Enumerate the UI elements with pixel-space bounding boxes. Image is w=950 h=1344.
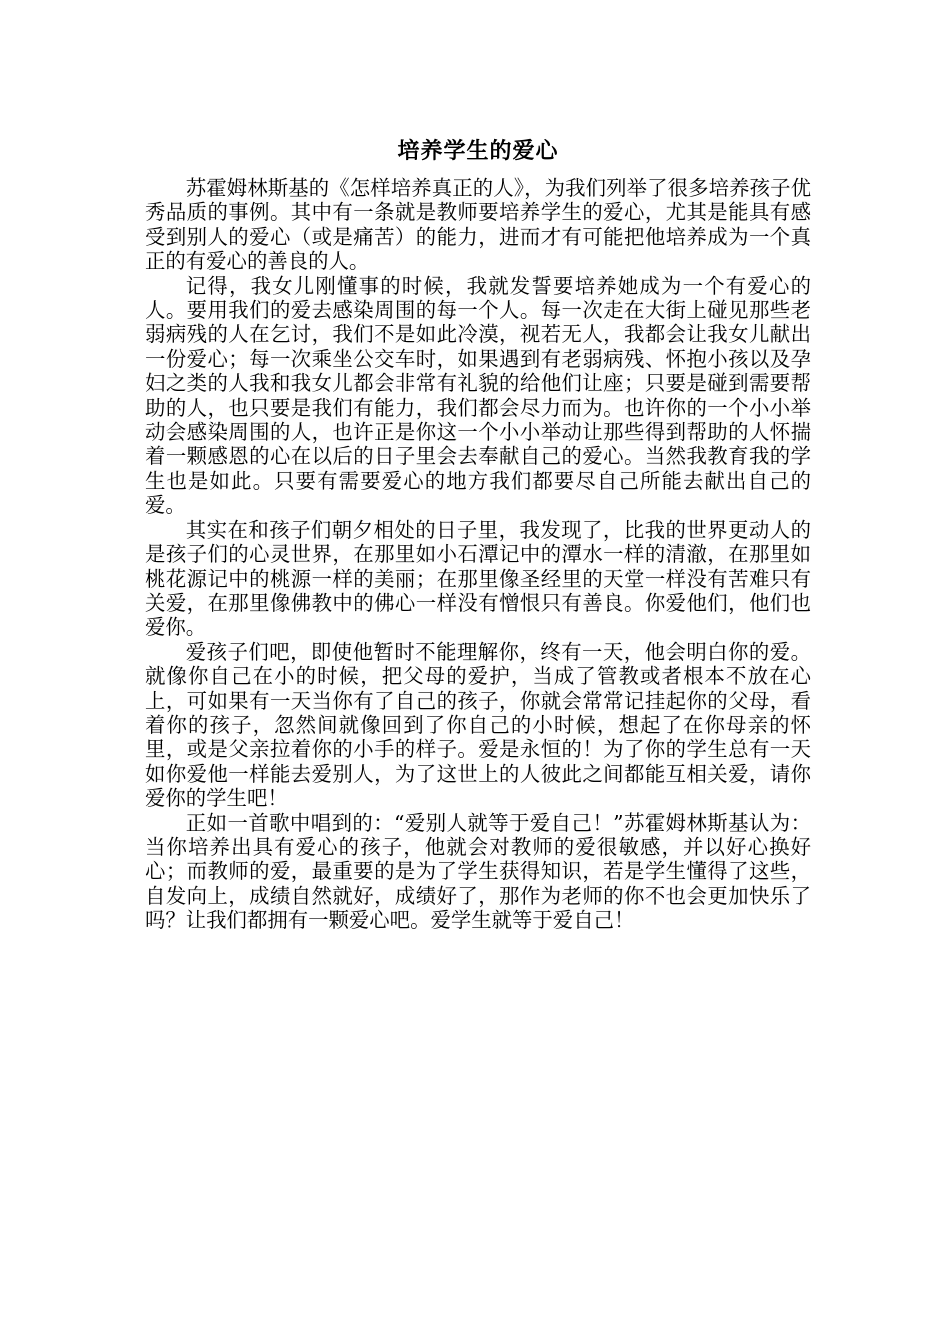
paragraph-5: 正如一首歌中唱到的：“爱别人就等于爱自己！”苏霍姆林斯基认为：当你培养出具有爱心的孩子，他就会对教师的爱很敏感，并以好心换好心；而教师的爱，最重要的是为了学生获得知识，若是学生懂得了这些，自发向上，成绩自然就好，成绩好了，那作为老师的你不也会更加快乐了吗？让我们都拥有一颗爱心吧。爱学生就等于爱自己！ [145, 810, 811, 933]
document-title: 培养学生的爱心 [397, 139, 559, 164]
paragraph-2: 记得，我女儿刚懂事的时候，我就发誓要培养她成为一个有爱心的人。要用我们的爱去感染周围的每一个人。每一次走在大街上碰见那些老弱病残的人在乞讨，我们不是如此冷漠，视若无人，我都会让我女儿献出一份爱心；每一次乘坐公交车时，如果遇到有老弱病残、怀抱小孩以及孕妇之类的人我和我女儿都会非常有礼貌的给他们让座；只要是碰到需要帮助的人，也只要是我们有能力，我们都会尽力而为。也许你的一个小小举动会感染周围的人，也许正是你这一个小小举动让那些得到帮助的人怀揣着一颗感恩的心在以后的日子里会去奉献自己的爱心。当然我教育我的学生也是如此。只要有需要爱心的地方我们都要尽自己所能去献出自己的爱。 [145, 273, 811, 518]
paragraph-3: 其实在和孩子们朝夕相处的日子里，我发现了，比我的世界更动人的是孩子们的心灵世界，在那里如小石潭记中的潭水一样的清澈，在那里如桃花源记中的桃源一样的美丽；在那里像圣经里的天堂一样没有苦难只有关爱，在那里像佛教中的佛心一样没有憎恨只有善良。你爱他们，他们也爱你。 [145, 517, 811, 640]
document-body [145, 136, 811, 933]
paragraph-4: 爱孩子们吧，即使他暂时不能理解你，终有一天，他会明白你的爱。就像你自己在小的时候，把父母的爱护，当成了管教或者根本不放在心上，可如果有一天当你有了自己的孩子，你就会常常记挂起你的父母，看着你的孩子，忽然间就像回到了你自己的小时候，想起了在你母亲的怀里，或是父亲拉着你的小手的样子。爱是永恒的！为了你的学生总有一天如你爱他一样能去爱别人，为了这世上的人彼此之间都能互相关爱，请你爱你的学生吧！ [145, 639, 811, 811]
paragraph-1: 苏霍姆林斯基的《怎样培养真正的人》，为我们列举了很多培养孩子优秀品质的事例。其中有一条就是教师要培养学生的爱心，尤其是能具有感受到别人的爱心（或是痛苦）的能力，进而才有可能把他培养成为一个真正的有爱心的善良的人。 [145, 176, 811, 274]
